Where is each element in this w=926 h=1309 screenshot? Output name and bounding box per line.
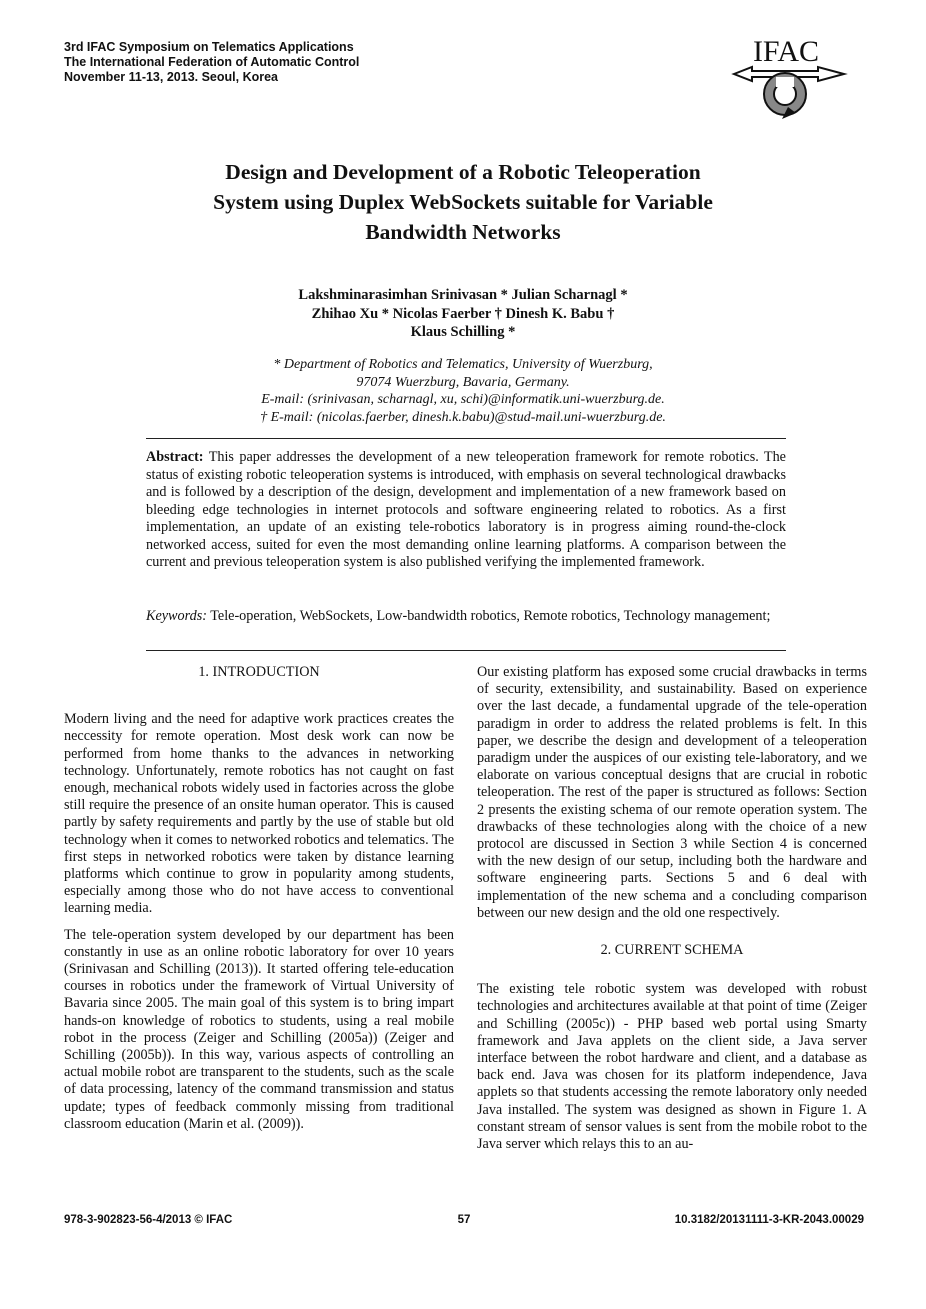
keywords-text: Tele-operation, WebSockets, Low-bandwidth robotics, Remote robotics, Technology management; (210, 608, 771, 624)
ifac-logo (722, 34, 848, 124)
affiliation-line-2: 97074 Wuerzburg, Bavaria, Germany. (356, 374, 570, 390)
right-column (477, 664, 867, 1162)
conference-header (64, 40, 359, 85)
abstract-text: This paper addresses the development of a new teleoperation framework for remote robotics. The status of existing robotic teleoperation systems is introduced, with emphasis on several technological drawbacks and is followed by a description of the design, development and implementation of a new framework based on bleeding edge technologies in internet protocols and software engineering related to robotics. As a first implementation, an update of an existing tele-robotics laboratory is in progress aiming round-the-clock networked access, suited for even the most demanding online learning platforms. A comparison between the current and previous teleoperation system is also published verifying the implemented framework. (146, 449, 786, 570)
abstract-label: Abstract: (146, 449, 204, 465)
affiliation-line-1: * Department of Robotics and Telematics, University of Wuerzburg, (273, 357, 653, 372)
ifac-logo-text: IFAC (752, 35, 820, 68)
paragraph: Our existing platform has exposed some crucial drawbacks in terms of security, extensibility, and sustainability. Based on experience over the last decade, a fundamental upgrade of the tele-operation paradigm in order to address the related problems is felt. In this paper, we describe the design and development of a teleoperation paradigm under the auspices of our existing tele-laboratory, and we elaborate on various conceptual designs that are crucial in robotic teleoperation. The rest of the paper is structured as follows: Section 2 presents the existing schema of our remote operation system. The drawbacks of these technologies along with the choice of a new protocol are discussed in Section 3 while Section 4 is concerned with the new design of our setup, including both the hardware and software engineering parts. Sections 5 and 6 deal with implementation of the new schema and a concluding comparison between our new design and the old one respectively. (477, 664, 867, 921)
footer-doi: 10.3182/20131111-3-KR-2043.00029 (674, 1214, 864, 1226)
authors-line-2: Zhihao Xu * Nicolas Faerber † Dinesh K. Babu † (311, 305, 615, 322)
section-heading-introduction: 1. INTRODUCTION (198, 664, 320, 680)
email-line-1: E-mail: (srinivasan, scharnagl, xu, schi)@informatik.uni-wuerzburg.de. (261, 392, 665, 407)
footer-isbn: 978-3-902823-56-4/2013 © IFAC (64, 1214, 233, 1226)
paragraph: The existing tele robotic system was developed with robust technologies and architectures available at that point of time (Zeiger and Schilling (2005c)) - PHP based web portal using Smarty framework and Java applets on the client side, a Java server interface between the robot hardware and client, and a database as back end. Java was chosen for its platform independence, Java applets so that students accessing the remote laboratory only needed Java installed. The system was designed as shown in Figure 1. A constant stream of sensor values is sent from the mobile robot to the Java server which relays this to an au- (477, 981, 867, 1153)
header-line-2: The International Federation of Automatic Control (64, 55, 360, 69)
email-line-2: † E-mail: (nicolas.faerber, dinesh.k.babu)@stud-mail.uni-wuerzburg.de. (260, 409, 666, 425)
affiliations (160, 356, 766, 426)
header-line-1: 3rd IFAC Symposium on Telematics Applications (64, 40, 354, 54)
page-number: 57 (457, 1214, 471, 1226)
header-line-3: November 11-13, 2013. Seoul, Korea (64, 70, 278, 84)
paragraph: Modern living and the need for adaptive work practices creates the neccessity for remote operation. Most desk work can now be performed from home thanks to the advances in networking technology. Unfortunately, remote robotics has not caught on fast enough, mechanical robots widely used in factories across the globe still require the presence of an onsite human operator. This is caused partly by safety requirements and partly by the use of stable but old technology when it comes to networked robotics and telematics. The first steps in networked robotics were taken by distance learning platforms which continue to grow in popularity among students, especially among those who do not have access to conventional learning media. (64, 711, 454, 917)
section-heading-current-schema: 2. CURRENT SCHEMA (600, 942, 744, 959)
keywords (146, 608, 786, 626)
keywords-label: Keywords: (146, 608, 207, 624)
paper-title: Design and Development of a Robotic Teleoperation System using Duplex WebSockets suitable for Variable Bandwidth Networks (213, 160, 713, 244)
left-column (64, 664, 454, 1142)
abstract (146, 449, 786, 572)
paragraph: The tele-operation system developed by our department has been constantly in use as an online robotic laboratory for over 10 years (Srinivasan and Schilling (2013)). It started offering tele-education courses in robotics under the framework of Virtual University of Bavaria since 2005. The main goal of this system is to bring impart hands-on knowledge of robotics to students, using a real mobile robot in the process (Zeiger and Schilling (2005a)) (Zeiger and Schilling (2005b)). In this way, various aspects of controlling an actual mobile robot are transparent to the students, such as the scale of data processing, latency of the command transmission and status update; types of feedback commonly missing from traditional classroom education (Marin et al. (2009)). (64, 926, 454, 1132)
author-list (200, 286, 726, 342)
authors-line-3: Klaus Schilling * (410, 324, 516, 340)
abstract-bottom-rule (146, 650, 786, 651)
authors-line-1: Lakshminarasimhan Srinivasan * Julian Scharnagl * (298, 287, 628, 303)
abstract-top-rule (146, 438, 786, 439)
